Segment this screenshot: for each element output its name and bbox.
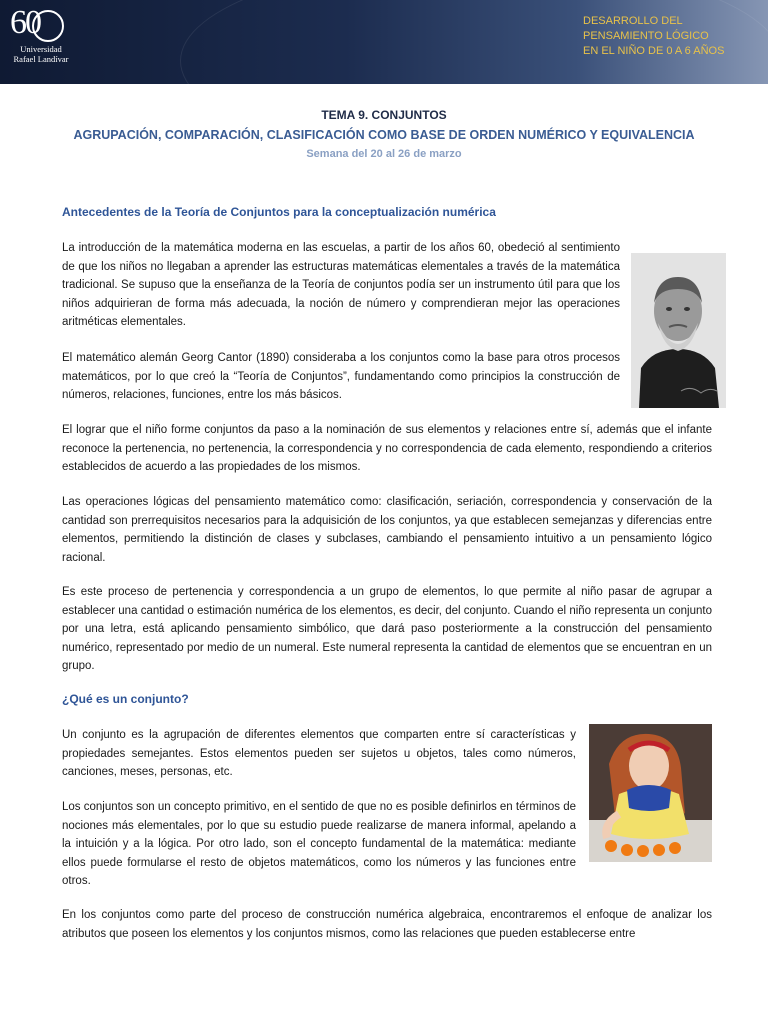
university-logo [10, 6, 80, 78]
logo-text-2: Rafael Landívar [13, 54, 69, 64]
paragraph-concepto-primitivo: Los conjuntos son un concepto primitivo, en el sentido de que no es posible definirlos en términos de nociones más elementales, por lo que su estudio puede realizarse de manera informal, apelando a la intuición y a la lógica. Por otro lado, son el concepto fundamental de la matemática: mediante ellos puede formularse el resto de objetos matemáticos, como los números y las funciones entre otros. [62, 801, 576, 887]
paragraph-operaciones-logicas: Las operaciones lógicas del pensamiento matemático como: clasificación, seriación, correspondencia y conservación de la cantidad son prerrequisitos necesarios para la adquisición de los conjuntos, ya que establecen semejanzas y diferencias entre elementos, permitiendo la distinción de clases y subclases, cambiando el pensamiento intuitivo a un pensamiento lógico racional. [62, 496, 712, 564]
logo-text-1: Universidad [20, 44, 62, 54]
topic-title: TEMA 9. CONJUNTOS [321, 108, 447, 122]
logo-ring [32, 10, 64, 42]
paragraph-cantor: El matemático alemán Georg Cantor (1890) consideraba a los conjuntos como la base para otros procesos matemáticos, por lo que creó la “Teoría de Conjuntos”, fundamentando como principios la construcción de números, relaciones, funciones, entre los más básicos. [62, 352, 620, 401]
paragraph-intro: La introducción de la matemática moderna en las escuelas, a partir de los años 60, obedeció al sentimiento de que los niños no llegaban a aprender las estructuras matemáticas elementales a través de la matemática tradicional. Se supuso que la enseñanza de la Teoría de conjuntos podía ser un instrumento útil para que los niños adquirieran de forma más adecuada, la noción de número y comprendieran mejor las operaciones aritméticas elementales. [62, 242, 620, 328]
paragraph-definicion: Un conjunto es la agrupación de diferentes elementos que comparten entre sí características y propiedades semejantes. Estos elementos pueden ser sujetos u objetos, tales como números, canciones, meses, personas, etc. [62, 729, 576, 778]
paragraph-construccion-numerica: En los conjuntos como parte del proceso de construcción numérica algebraica, encontraremos el enfoque de analizar los atributos que poseen los elementos y los conjuntos mismos, como las relaciones que pueden establecerse entre [62, 909, 712, 940]
course-title-line-3: EN EL NIÑO DE 0 A 6 AÑOS [583, 45, 725, 57]
course-title [583, 14, 724, 59]
logo-number: 60 [10, 4, 40, 41]
girl-with-oranges-photo [589, 724, 712, 862]
portrait-illustration [631, 253, 726, 408]
course-title-line-2: PENSAMIENTO LÓGICO [583, 30, 709, 42]
paragraph-formar-conjuntos: El lograr que el niño forme conjuntos da paso a la nominación de sus elementos y relaciones entre sí, además que el infante reconoce la pertenencia, no pertenencia, la correspondencia y no correspondencia de cada elemento, respondiendo a criterios establecidos de acuerdo a las propiedades de los mismos. [62, 424, 712, 473]
section-heading-antecedentes: Antecedentes de la Teoría de Conjuntos para la conceptualización numérica [62, 205, 496, 219]
georg-cantor-photo [631, 253, 726, 408]
topic-subtitle: AGRUPACIÓN, COMPARACIÓN, CLASIFICACIÓN COMO BASE DE ORDEN NUMÉRICO Y EQUIVALENCIA [73, 128, 695, 142]
week-label: Semana del 20 al 26 de marzo [306, 148, 462, 160]
course-title-line-1: DESARROLLO DEL [583, 15, 683, 27]
section-heading-que-es: ¿Qué es un conjunto? [62, 692, 189, 706]
girl-illustration [589, 724, 712, 862]
paragraph-pertenencia: Es este proceso de pertenencia y correspondencia a un grupo de elementos, lo que permite al niño pasar de agrupar a establecer una cantidad o estimación numérica de los elementos, es decir, del conjunto. Cuando el niño representa un conjunto por una letra, está aplicando pensamiento simbólico, que dará paso posteriormente a la construcción del pensamiento numérico, representado por medio de un numeral. Este numeral representa la cantidad de elementos que se encuentran en un grupo. [62, 586, 712, 672]
page-header [0, 0, 768, 84]
